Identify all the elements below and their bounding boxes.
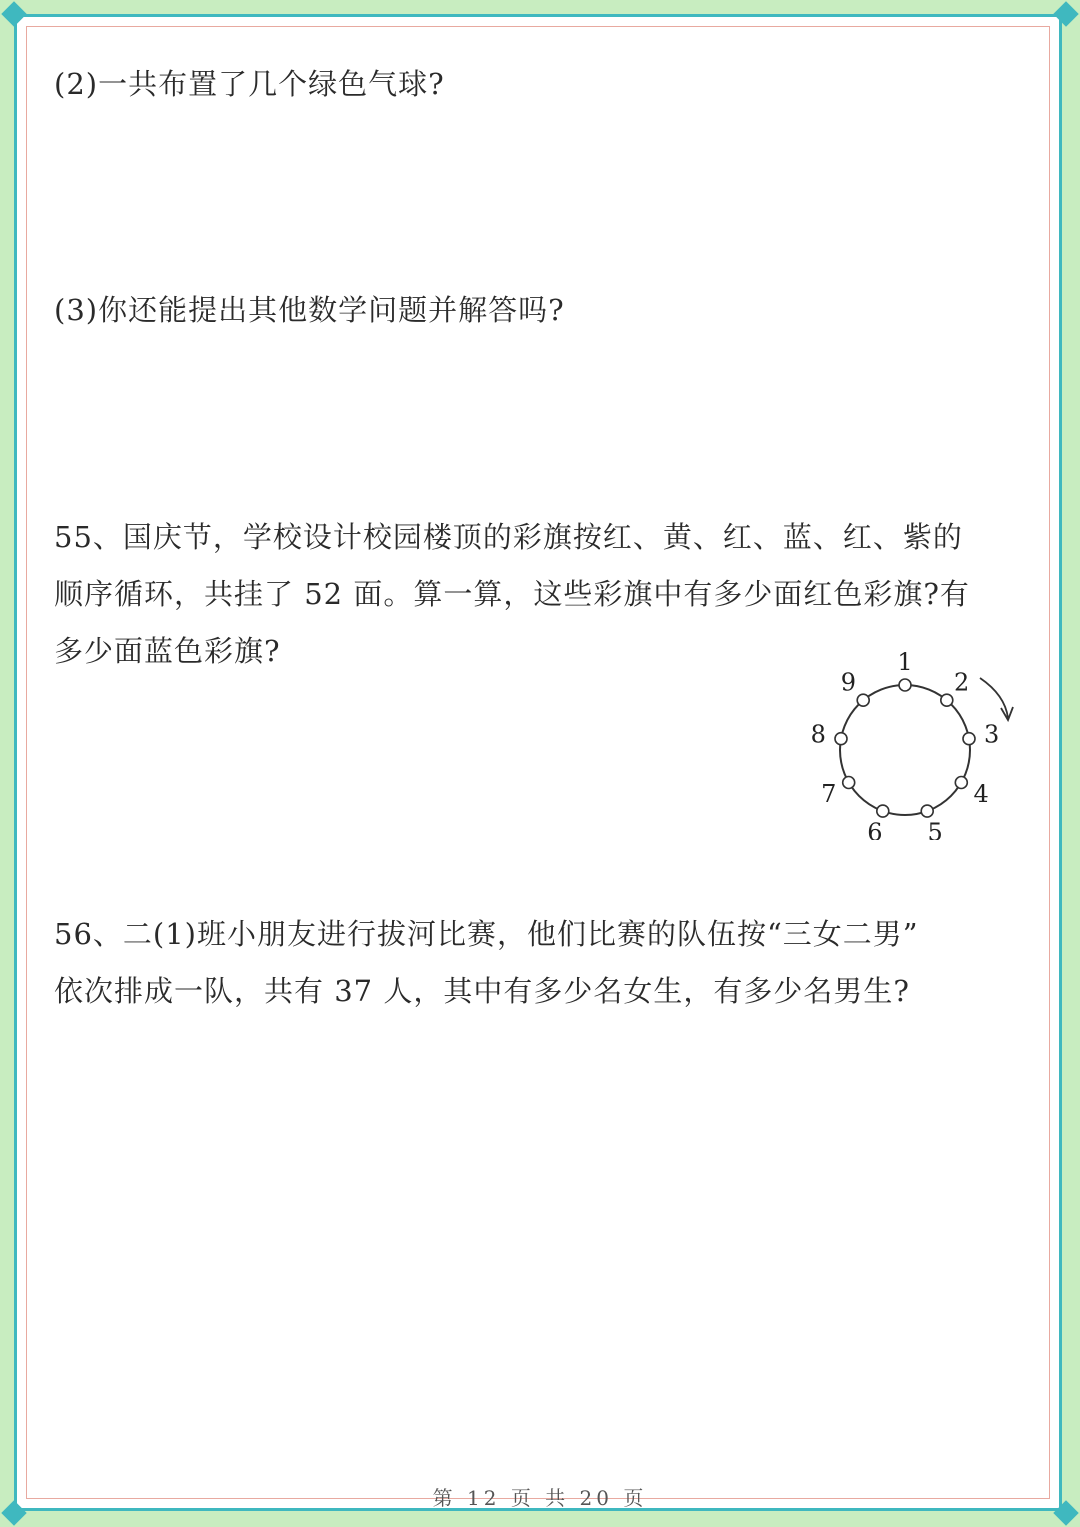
flag-circle-diagram bbox=[800, 640, 1030, 840]
flag-label-9: 9 bbox=[840, 668, 857, 697]
flag-label-3: 3 bbox=[984, 720, 1000, 749]
flag-dot-3 bbox=[963, 733, 975, 745]
flag-dot-2 bbox=[941, 694, 953, 706]
flag-dot-7 bbox=[843, 777, 855, 789]
q55-line1: 55、国庆节，学校设计校园楼顶的彩旗按红、黄、红、蓝、红、紫的 bbox=[54, 520, 963, 554]
flag-label-6: 6 bbox=[867, 818, 883, 840]
q55-line3: 多少面蓝色彩旗? bbox=[54, 634, 281, 668]
q54-part2-text: (2)一共布置了几个绿色气球? bbox=[54, 67, 445, 101]
flag-dot-8 bbox=[835, 733, 847, 745]
flag-label-1: 1 bbox=[897, 648, 913, 676]
flag-label-7: 7 bbox=[821, 780, 837, 808]
flag-dot-1 bbox=[899, 679, 911, 691]
flag-label-8: 8 bbox=[810, 720, 826, 749]
flag-dot-5 bbox=[921, 805, 933, 817]
q54-part3-text: (3)你还能提出其他数学问题并解答吗? bbox=[54, 293, 565, 327]
page-number: 第 12 页 共 20 页 bbox=[432, 1486, 648, 1510]
flag-dot-6 bbox=[877, 805, 889, 817]
flag-dot-9 bbox=[857, 694, 869, 706]
q55-line2: 顺序循环，共挂了 52 面。算一算，这些彩旗中有多少面红色彩旗?有 bbox=[54, 577, 970, 611]
flag-dot-4 bbox=[955, 777, 967, 789]
flag-label-5: 5 bbox=[927, 818, 943, 840]
flag-label-2: 2 bbox=[953, 668, 970, 697]
flag-label-4: 4 bbox=[973, 780, 989, 808]
q56-line1: 56、二(1)班小朋友进行拔河比赛，他们比赛的队伍按“三女二男” bbox=[54, 917, 919, 951]
q56-line2: 依次排成一队，共有 37 人，其中有多少名女生，有多少名男生? bbox=[54, 974, 910, 1008]
flag-dots bbox=[835, 679, 975, 817]
